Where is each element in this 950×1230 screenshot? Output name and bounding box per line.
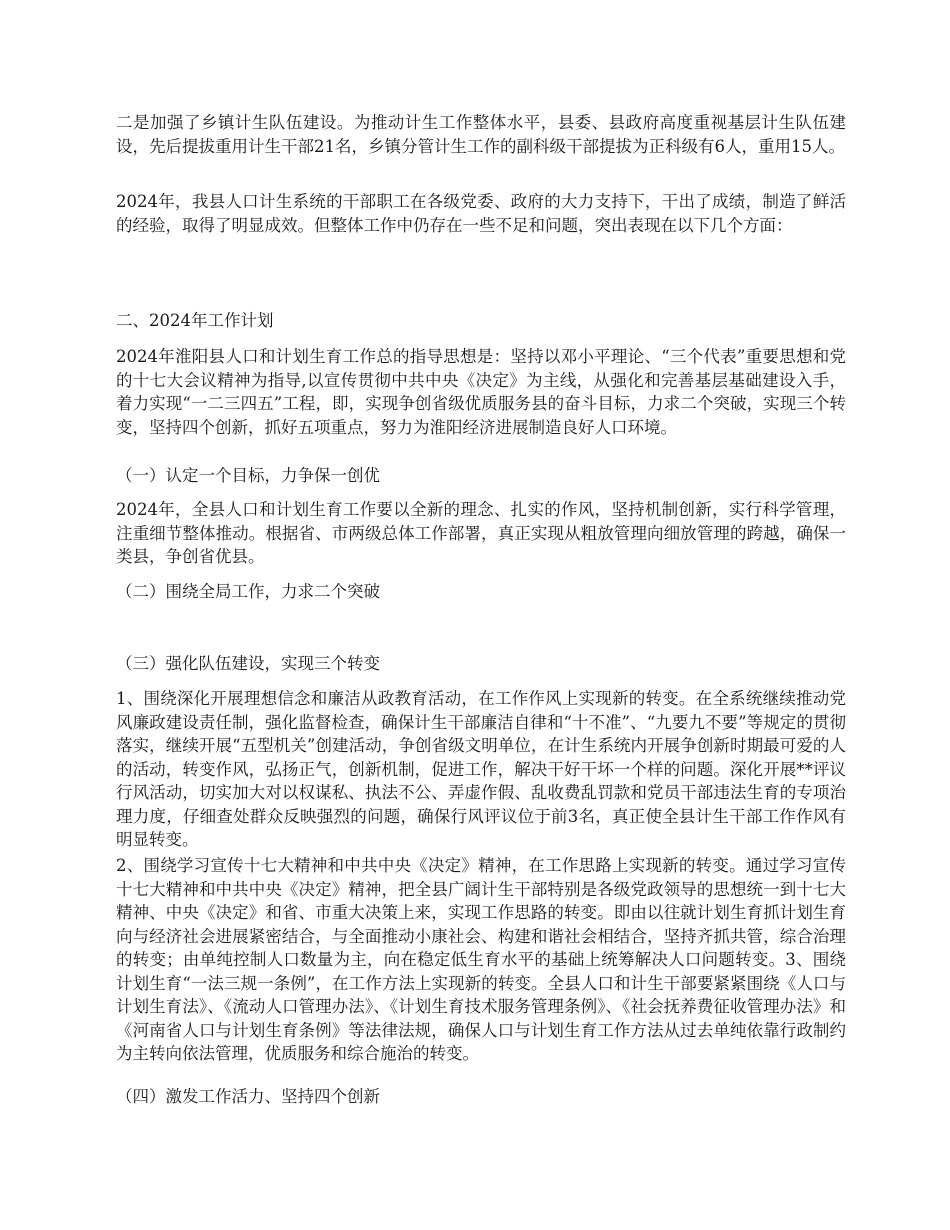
- paragraph-change-1: 1、围绕深化开展理想信念和廉洁从政教育活动，在工作作风上实现新的转变。在全系统继续推动党风廉政建设责任制，强化监督检查，确保计生干部廉洁自律和“十不准”、“九要九不要”等规定的贯彻落实，继续开展“五型机关”创建活动，争创省级文明单位，在计生系统内开展争创新时期最可爱的人的活动，转变作风，弘扬正气，创新机制，促进工作，解决干好干坏一个样的问题。深化开展**评议行风活动，切实加大对以权谋私、执法不公、弄虚作假、乱收费乱罚款和党员干部违法生育的专项治理力度，仔细查处群众反映强烈的问题，确保行风评议位于前3名，真正使全县计生干部工作作风有明显转变。: [116, 689, 846, 849]
- paragraph-one-goal: 2024年，全县人口和计划生育工作要以全新的理念、扎实的作风，坚持机制创新，实行科学管理，注重细节整体推动。根据省、市两级总体工作部署，真正实现从粗放管理向细放管理的跨越，确保一类县，争创省优县。: [116, 500, 846, 566]
- subheading-two-breakthroughs: （二）围绕全局工作，力求二个突破: [116, 582, 380, 601]
- paragraph-2024-summary: 2024年，我县人口计生系统的干部职工在各级党委、政府的大力支持下，干出了成绩，制造了鲜活的经验，取得了明显成效。但整体工作中仍存在一些不足和问题，突出表现在以下几个方面：: [116, 192, 846, 235]
- subheading-one-goal: （一）认定一个目标，力争保一创优: [116, 466, 380, 485]
- paragraph-guiding-thought: 2024年淮阳县人口和计划生育工作总的指导思想是：坚持以邓小平理论、“三个代表”重要思想和党的十七大会议精神为指导,以宣传贯彻中共中央《决定》为主线，从强化和完善基层基础建设入手，着力实现“一二三四五”工程，即，实现争创省级优质服务县的奋斗目标，力求二个突破，实现三个转变，坚持四个创新，抓好五项重点，努力为淮阳经济进展制造良好人口环境。: [116, 347, 846, 437]
- section-heading-work-plan: 二、2024年工作计划: [116, 311, 274, 330]
- subheading-four-innovations: （四）激发工作活力、坚持四个创新: [116, 1087, 380, 1106]
- subheading-three-changes: （三）强化队伍建设，实现三个转变: [116, 654, 380, 673]
- paragraph-team-building: 二是加强了乡镇计生队伍建设。为推动计生工作整体水平，县委、县政府高度重视基层计生队伍建设，先后提拔重用计生干部21名，乡镇分管计生工作的副科级干部提拔为正科级有6人，重用15人。: [116, 113, 846, 156]
- paragraph-change-2-3: 2、围绕学习宣传十七大精神和中共中央《决定》精神，在工作思路上实现新的转变。通过学习宣传十七大精神和中共中央《决定》精神，把全县广阔计生干部特别是各级党政领导的思想统一到十七大精神、中央《决定》和省、市重大决策上来，实现工作思路的转变。即由以往就计划生育抓计划生育向与经济社会进展紧密结合，与全面推动小康社会、构建和谐社会相结合，坚持齐抓共管，综合治理的转变；由单纯控制人口数量为主，向在稳定低生育水平的基础上统筹解决人口问题转变。3、围绕计划生育“一法三规一条例”，在工作方法上实现新的转变。全县人口和计生干部要紧紧围绕《人口与计划生育法》、《流动人口管理办法》、《计划生育技术服务管理条例》、《社会抚养费征收管理办法》和《河南省人口与计划生育条例》等法律法规，确保人口与计划生育工作方法从过去单纯依靠行政制约为主转向依法管理，优质服务和综合施治的转变。: [116, 856, 846, 1063]
